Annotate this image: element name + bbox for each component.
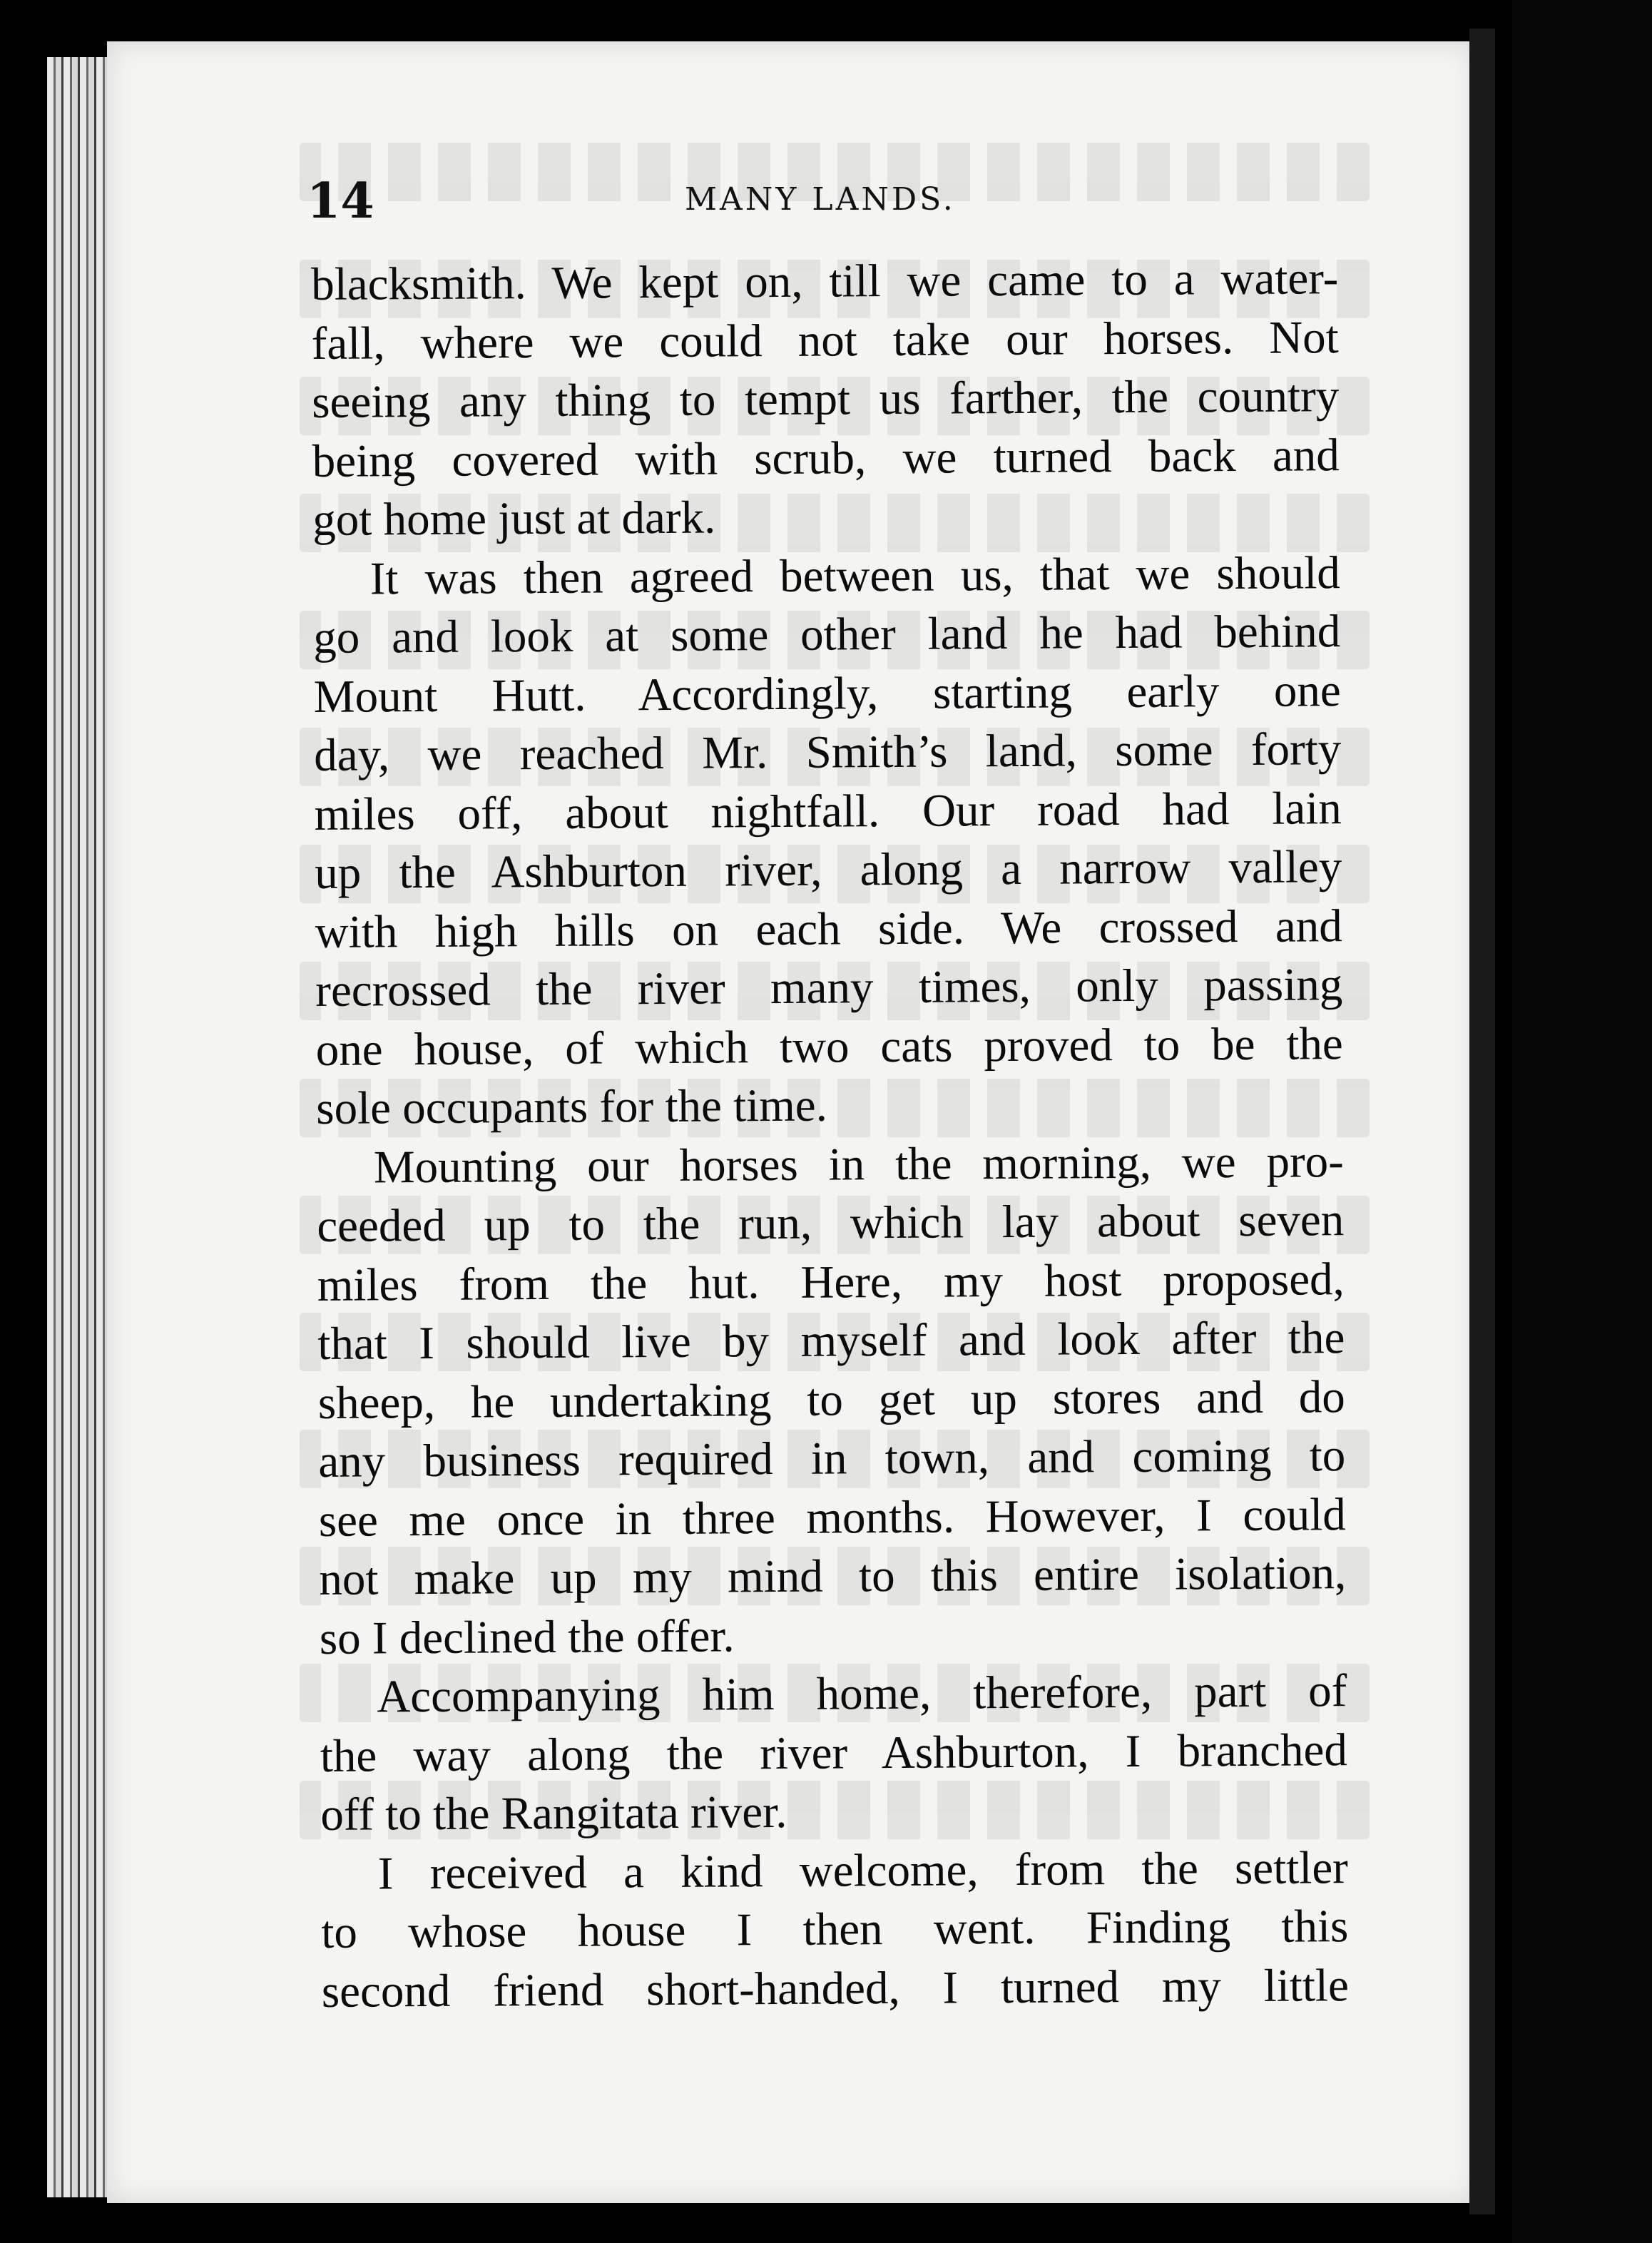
text-line: with high hills on each side. We crossed and <box>315 900 1342 958</box>
text-line: day, we reached Mr. Smith’s land, some forty <box>314 723 1342 781</box>
book-spine <box>1469 29 1495 2214</box>
text-line: ceeded up to the run, which lay about seven <box>317 1194 1345 1252</box>
text-line: second friend short-handed, I turned my little <box>321 1959 1350 2018</box>
text-line: recrossed the river many times, only passing <box>315 959 1343 1017</box>
text-line: one house, of which two cats proved to be the <box>315 1017 1343 1076</box>
body-text <box>311 249 1349 2021</box>
page-number: 14 <box>307 173 374 230</box>
text-line: off to the Rangitata river. <box>320 1786 787 1841</box>
text-line: any business required in town, and coming to <box>318 1430 1346 1487</box>
text-line: go and look at some other land he had behind <box>313 606 1341 663</box>
text-line: blacksmith. We kept on, till we came to a water- <box>311 253 1339 310</box>
text-line: Mount Hutt. Accordingly, starting early one <box>313 664 1341 723</box>
text-line: miles off, about nightfall. Our road had lain <box>314 782 1342 840</box>
text-line: the way along the river Ashburton, I branched <box>320 1724 1348 1782</box>
text-line: It was then agreed between us, that we should <box>369 546 1340 605</box>
text-line: Mounting our horses in the morning, we pro- <box>373 1135 1345 1193</box>
text-line: miles from the hut. Here, my host proposed, <box>317 1253 1345 1311</box>
text-line: being covered with scrub, we turned back and <box>312 429 1340 487</box>
text-line: that I should live by myself and look after the <box>317 1312 1345 1370</box>
text-line: seeing any thing to tempt us farther, the country <box>312 370 1340 428</box>
text-line: not make up my mind to this entire isolation, <box>319 1547 1347 1605</box>
text-line: up the Ashburton river, along a narrow valley <box>315 841 1342 899</box>
running-head <box>307 157 1412 235</box>
text-line: Accompanying him home, therefore, part of <box>377 1665 1347 1723</box>
text-line: to whose house I then went. Finding this <box>321 1901 1349 1958</box>
text-line: sole occupants for the time. <box>316 1079 828 1134</box>
text-line: fall, where we could not take our horses. Not <box>311 311 1339 370</box>
book-title: MANY LANDS. <box>685 181 956 218</box>
text-line: got home just at dark. <box>312 492 716 546</box>
text-line: so I declined the offer. <box>319 1609 735 1664</box>
text-line: I received a kind welcome, from the settler <box>377 1841 1349 1899</box>
text-line: sheep, he undertaking to get up stores and do <box>317 1370 1346 1429</box>
scan-border <box>1512 0 1652 2243</box>
text-line: see me once in three months. However, I could <box>318 1488 1347 1547</box>
